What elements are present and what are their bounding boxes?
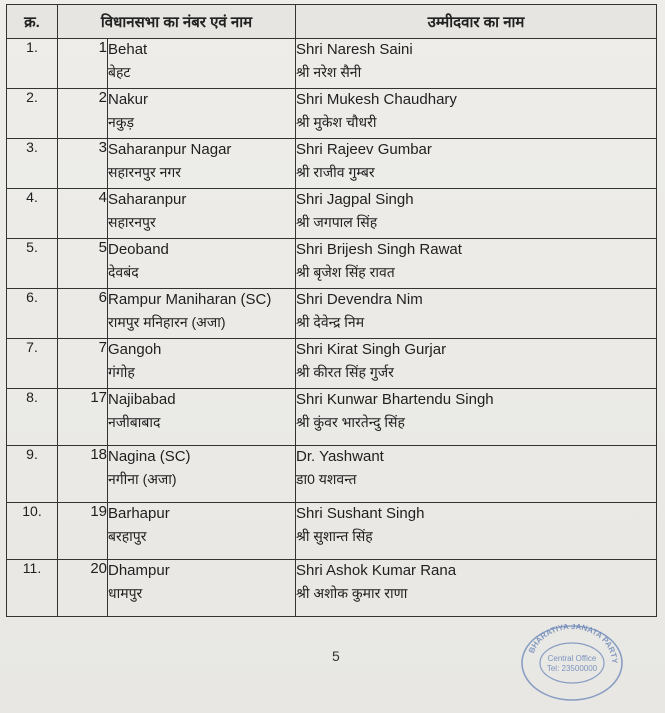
- serial-number: 6.: [7, 289, 58, 339]
- party-office-stamp: [520, 624, 624, 702]
- serial-number: 2.: [7, 89, 58, 139]
- constituency-name-en: Barhapur: [108, 505, 170, 522]
- constituency-number: 1: [58, 39, 108, 89]
- table-row: [7, 189, 657, 239]
- constituency-number: 7: [58, 339, 108, 389]
- constituency-name: [108, 239, 296, 289]
- constituency-name-hi: नजीबाबाद: [108, 414, 161, 430]
- table-row: [7, 39, 657, 89]
- constituency-name-hi: धामपुर: [108, 585, 143, 601]
- candidate-name-en: Shri Mukesh Chaudhary: [296, 91, 457, 108]
- constituency-name-hi: नकुड़: [108, 114, 135, 130]
- constituency-number: 3: [58, 139, 108, 189]
- constituency-name-hi: नगीना (अजा): [108, 471, 177, 487]
- candidate-name-hi: डा0 यशवन्त: [296, 471, 357, 487]
- constituency-name-hi: रामपुर मनिहारन (अजा): [108, 314, 226, 330]
- table-row: [7, 139, 657, 189]
- constituency-number: 5: [58, 239, 108, 289]
- candidate-name-en: Shri Ashok Kumar Rana: [296, 562, 457, 579]
- candidate-name-hi: श्री नरेश सैनी: [296, 64, 362, 80]
- candidate-name: [296, 339, 657, 389]
- table-row: [7, 339, 657, 389]
- constituency-name-en: Gangoh: [108, 341, 162, 358]
- serial-number: 7.: [7, 339, 58, 389]
- candidate-name: [296, 560, 657, 617]
- constituency-name-en: Saharanpur: [108, 191, 187, 208]
- constituency-number: 20: [58, 560, 108, 617]
- constituency-name: [108, 289, 296, 339]
- constituency-name-hi: गंगोह: [108, 364, 135, 380]
- table-row: [7, 89, 657, 139]
- candidate-name-en: Shri Jagpal Singh: [296, 191, 414, 208]
- constituency-number: 18: [58, 446, 108, 503]
- constituency-number: 2: [58, 89, 108, 139]
- candidate-name-en: Shri Kunwar Bhartendu Singh: [296, 391, 494, 408]
- table-row: [7, 289, 657, 339]
- candidate-table: [6, 4, 657, 617]
- serial-number: 10.: [7, 503, 58, 560]
- serial-number: 9.: [7, 446, 58, 503]
- table-row: [7, 446, 657, 503]
- candidate-name: [296, 446, 657, 503]
- candidate-name: [296, 89, 657, 139]
- constituency-name-hi: सहारनपुर: [108, 214, 156, 230]
- candidate-name: [296, 189, 657, 239]
- serial-number: 4.: [7, 189, 58, 239]
- constituency-number: 19: [58, 503, 108, 560]
- candidate-name: [296, 239, 657, 289]
- constituency-name-en: Nakur: [108, 91, 149, 108]
- candidate-name-hi: श्री मुकेश चौधरी: [296, 114, 377, 130]
- constituency-name-en: Behat: [108, 41, 148, 58]
- candidate-name-hi: श्री बृजेश सिंह रावत: [296, 264, 395, 280]
- candidate-name-en: Shri Kirat Singh Gurjar: [296, 341, 447, 358]
- constituency-name: [108, 446, 296, 503]
- serial-number: 3.: [7, 139, 58, 189]
- candidate-name-en: Shri Rajeev Gumbar: [296, 141, 432, 158]
- constituency-name-hi: सहारनपुर नगर: [108, 164, 181, 180]
- candidate-name-hi: श्री कुंवर भारतेन्दु सिंह: [296, 414, 405, 430]
- constituency-number: 17: [58, 389, 108, 446]
- constituency-name-en: Najibabad: [108, 391, 176, 408]
- candidate-name: [296, 503, 657, 560]
- constituency-name: [108, 189, 296, 239]
- constituency-name-en: Rampur Maniharan (SC): [108, 291, 272, 308]
- candidate-name-en: Shri Naresh Saini: [296, 41, 413, 58]
- constituency-name-hi: देवबंद: [108, 264, 139, 280]
- constituency-number: 6: [58, 289, 108, 339]
- stamp-line2: Tel: 23500000: [546, 664, 598, 673]
- constituency-name-en: Nagina (SC): [108, 448, 191, 465]
- constituency-name-en: Dhampur: [108, 562, 170, 579]
- constituency-name: [108, 560, 296, 617]
- constituency-name-en: Deoband: [108, 241, 169, 258]
- constituency-name: [108, 389, 296, 446]
- candidate-name-en: Shri Brijesh Singh Rawat: [296, 241, 462, 258]
- candidate-name-hi: श्री सुशान्त सिंह: [296, 528, 373, 544]
- candidate-name-en: Dr. Yashwant: [296, 448, 384, 465]
- constituency-name: [108, 339, 296, 389]
- table-row: [7, 389, 657, 446]
- constituency-number: 4: [58, 189, 108, 239]
- candidate-name: [296, 389, 657, 446]
- table-header-row: [7, 5, 657, 39]
- candidate-name: [296, 289, 657, 339]
- header-constituency: विधानसभा का नंबर एवं नाम: [58, 5, 296, 39]
- constituency-name: [108, 39, 296, 89]
- candidate-name: [296, 39, 657, 89]
- serial-number: 11.: [7, 560, 58, 617]
- constituency-name-hi: बरहापुर: [108, 528, 147, 544]
- candidate-name-hi: श्री कीरत सिंह गुर्जर: [296, 364, 394, 380]
- table-row: [7, 239, 657, 289]
- table-row: [7, 560, 657, 617]
- candidate-name-hi: श्री अशोक कुमार राणा: [296, 585, 408, 601]
- constituency-name-en: Saharanpur Nagar: [108, 141, 232, 158]
- table-row: [7, 503, 657, 560]
- serial-number: 8.: [7, 389, 58, 446]
- constituency-name-hi: बेहट: [108, 64, 131, 80]
- serial-number: 1.: [7, 39, 58, 89]
- stamp-line1: Central Office: [547, 654, 597, 663]
- constituency-name: [108, 503, 296, 560]
- candidate-name-en: Shri Devendra Nim: [296, 291, 423, 308]
- constituency-name: [108, 139, 296, 189]
- header-serial: क्र.: [7, 5, 58, 39]
- candidate-name-hi: श्री जगपाल सिंह: [296, 214, 378, 230]
- candidate-name: [296, 139, 657, 189]
- candidate-name-hi: श्री देवेन्द्र निम: [296, 314, 365, 330]
- serial-number: 5.: [7, 239, 58, 289]
- page-number: 5: [332, 648, 340, 664]
- candidate-name-hi: श्री राजीव गुम्बर: [296, 164, 375, 180]
- header-candidate: उम्मीदवार का नाम: [296, 5, 657, 39]
- constituency-name: [108, 89, 296, 139]
- candidate-name-en: Shri Sushant Singh: [296, 505, 425, 522]
- stamp-ring-text: BHARATIYA JANATA PARTY: [526, 624, 620, 664]
